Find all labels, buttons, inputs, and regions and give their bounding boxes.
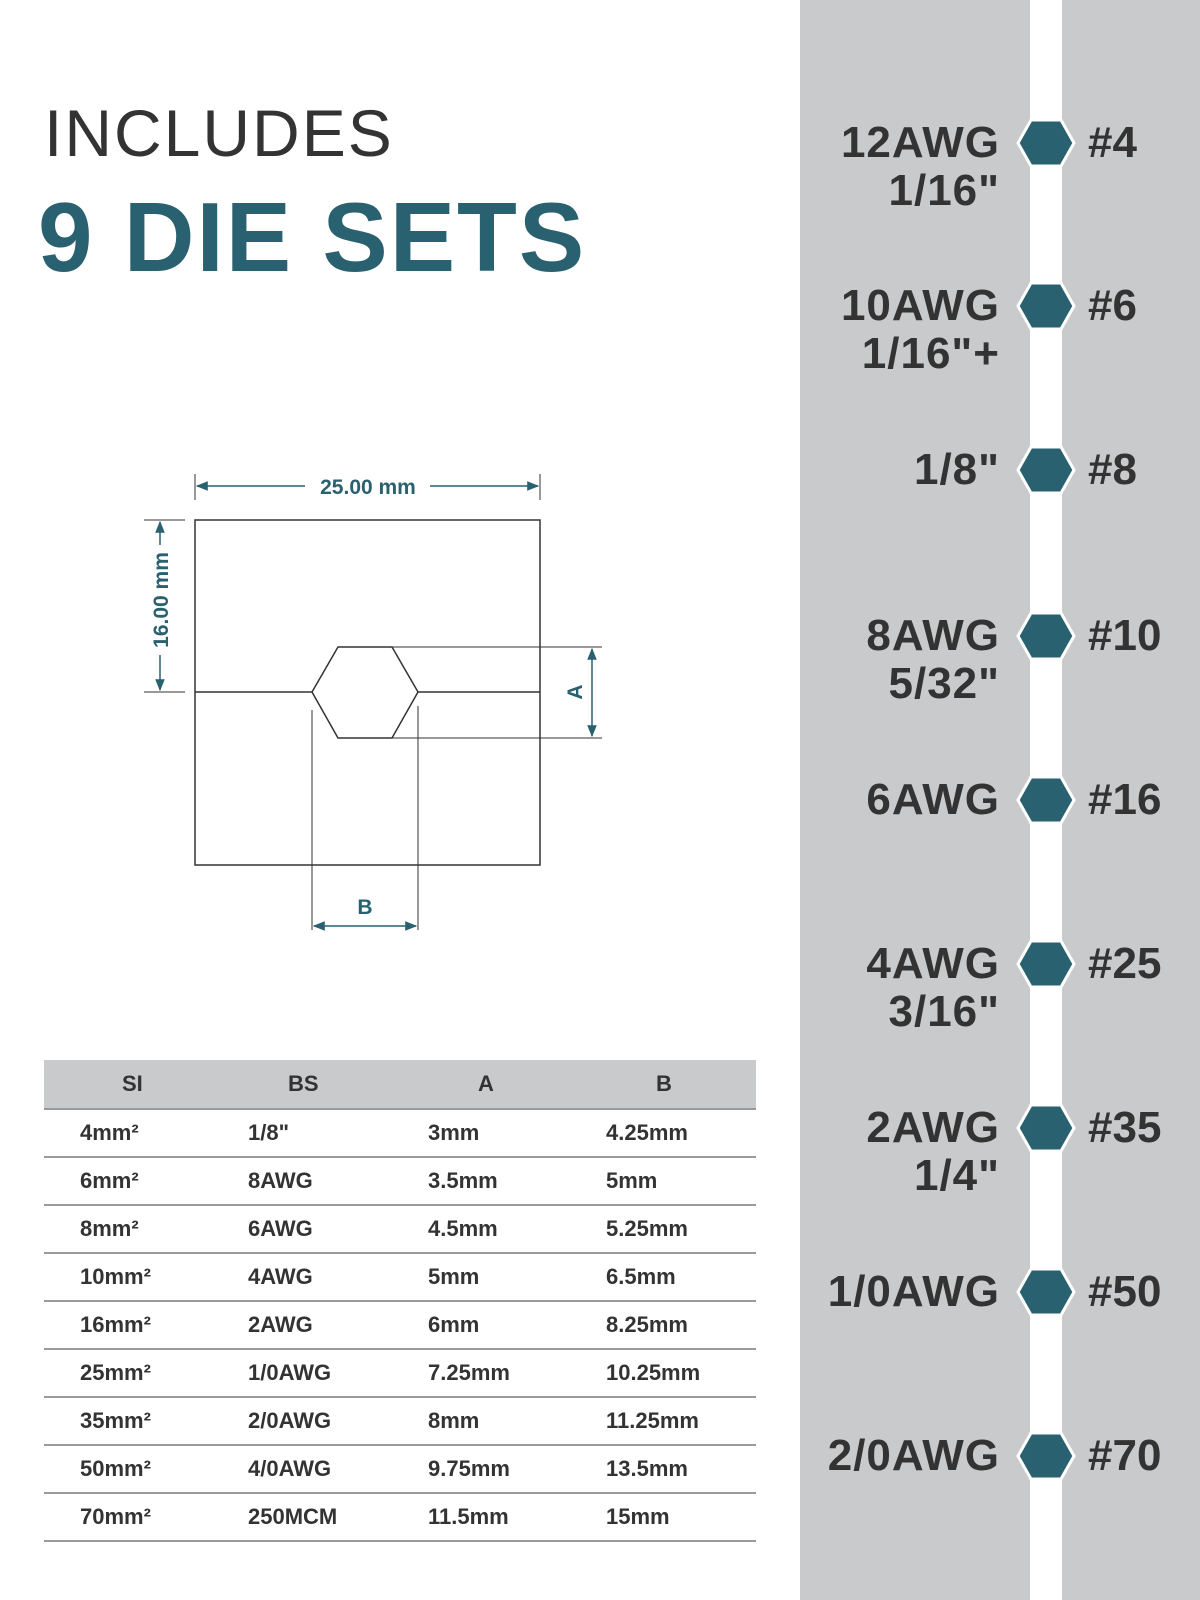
cell-a: 11.5mm — [428, 1493, 606, 1541]
heading-includes: INCLUDES — [44, 96, 394, 170]
cell-bs: 2/0AWG — [248, 1397, 428, 1445]
cell-bs: 250MCM — [248, 1493, 428, 1541]
hexagon-icon — [1015, 117, 1077, 169]
die-size-line: 6AWG — [866, 775, 1000, 824]
die-number-label: #70 — [1088, 1431, 1162, 1480]
die-number-label: #50 — [1088, 1267, 1162, 1316]
cell-b: 5.25mm — [606, 1205, 756, 1253]
die-size-line: 1/4" — [913, 1151, 1000, 1200]
die-size-label — [640, 282, 1000, 378]
cell-b: 11.25mm — [606, 1397, 756, 1445]
die-size-label — [640, 776, 1000, 824]
cell-si: 16mm² — [44, 1301, 248, 1349]
die-size-line: 2/0AWG — [827, 1431, 1000, 1480]
cell-b: 10.25mm — [606, 1349, 756, 1397]
width-dimension-label: 25.00 mm — [320, 476, 416, 499]
die-size-line: 1/16" — [888, 166, 1000, 215]
cell-a: 7.25mm — [428, 1349, 606, 1397]
die-size-line: 10AWG — [840, 281, 1000, 330]
table-row — [44, 1349, 756, 1397]
die-size-line: 1/0AWG — [827, 1267, 1000, 1316]
cell-b: 4.25mm — [606, 1109, 756, 1157]
col-header-bs: BS — [248, 1060, 428, 1109]
cell-b: 6.5mm — [606, 1253, 756, 1301]
die-number-label: #8 — [1088, 445, 1137, 494]
cell-b: 15mm — [606, 1493, 756, 1541]
cell-a: 9.75mm — [428, 1445, 606, 1493]
col-header-si: SI — [44, 1060, 248, 1109]
table-header-row — [44, 1060, 756, 1109]
cell-b: 5mm — [606, 1157, 756, 1205]
cell-bs: 4AWG — [248, 1253, 428, 1301]
die-size-label — [640, 1432, 1000, 1480]
die-size-label — [640, 1268, 1000, 1316]
cell-si: 35mm² — [44, 1397, 248, 1445]
die-size-label — [640, 940, 1000, 1036]
cell-bs: 1/8" — [248, 1109, 428, 1157]
hexagon-icon — [1015, 1430, 1077, 1482]
cell-b: 8.25mm — [606, 1301, 756, 1349]
die-number-label: #10 — [1088, 611, 1162, 660]
col-header-a: A — [428, 1060, 606, 1109]
die-number-label: #16 — [1088, 775, 1162, 824]
die-size-line: 8AWG — [866, 611, 1000, 660]
die-size-label — [640, 119, 1000, 215]
die-size-label — [640, 446, 1000, 494]
a-dimension-label: A — [564, 684, 587, 700]
cell-a: 4.5mm — [428, 1205, 606, 1253]
cell-si: 4mm² — [44, 1109, 248, 1157]
cell-a: 6mm — [428, 1301, 606, 1349]
die-number-label: #6 — [1088, 281, 1137, 330]
hexagon-icon — [1015, 610, 1077, 662]
die-size-line: 3/16" — [888, 987, 1000, 1036]
b-dimension-label: B — [357, 896, 373, 919]
cell-si: 8mm² — [44, 1205, 248, 1253]
cell-si: 70mm² — [44, 1493, 248, 1541]
cell-a: 3.5mm — [428, 1157, 606, 1205]
die-size-label — [640, 1104, 1000, 1200]
cell-a: 3mm — [428, 1109, 606, 1157]
table-row — [44, 1493, 756, 1541]
cell-a: 5mm — [428, 1253, 606, 1301]
hexagon-icon — [1015, 1102, 1077, 1154]
heading-die-sets: 9 DIE SETS — [38, 182, 587, 292]
cell-bs: 2AWG — [248, 1301, 428, 1349]
die-size-line: 1/16"+ — [861, 329, 1000, 378]
die-size-line: 5/32" — [888, 659, 1000, 708]
hexagon-icon — [1015, 1266, 1077, 1318]
die-dimension-diagram — [140, 470, 640, 950]
hexagon-icon — [1015, 280, 1077, 332]
hexagon-icon — [1015, 444, 1077, 496]
die-size-line: 2AWG — [866, 1103, 1000, 1152]
cell-b: 13.5mm — [606, 1445, 756, 1493]
height-dimension-label: 16.00 mm — [150, 552, 173, 648]
col-header-b: B — [606, 1060, 756, 1109]
die-number-label: #4 — [1088, 118, 1137, 167]
cell-bs: 8AWG — [248, 1157, 428, 1205]
die-size-label — [640, 612, 1000, 708]
die-size-line: 12AWG — [840, 118, 1000, 167]
cell-si: 6mm² — [44, 1157, 248, 1205]
hexagon-icon — [1015, 938, 1077, 990]
hexagon-icon — [1015, 774, 1077, 826]
cell-a: 8mm — [428, 1397, 606, 1445]
die-number-label: #25 — [1088, 939, 1162, 988]
die-size-line: 4AWG — [866, 939, 1000, 988]
cell-si: 50mm² — [44, 1445, 248, 1493]
table-row — [44, 1205, 756, 1253]
die-size-line: 1/8" — [913, 445, 1000, 494]
die-number-label: #35 — [1088, 1103, 1162, 1152]
hexagon-cavity — [312, 647, 418, 738]
cell-bs: 1/0AWG — [248, 1349, 428, 1397]
cell-si: 25mm² — [44, 1349, 248, 1397]
cell-si: 10mm² — [44, 1253, 248, 1301]
cell-bs: 6AWG — [248, 1205, 428, 1253]
cell-bs: 4/0AWG — [248, 1445, 428, 1493]
